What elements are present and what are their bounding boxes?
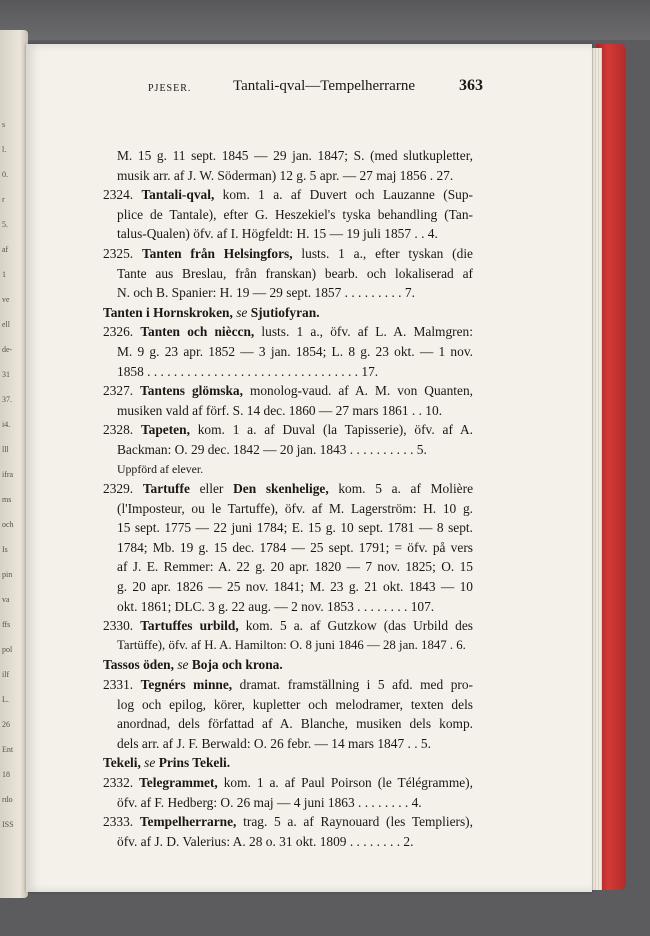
cross-reference: Tanten i Hornskroken, se Sjutiofyran. <box>103 304 320 320</box>
text-line: öfv. af J. D. Valerius: A. 28 o. 31 okt. 1809 . . . . . . . . 2. <box>117 833 414 849</box>
left-page-fragment: 31 <box>2 370 10 379</box>
text-line: (l'Imposteur, ou le Tartuffe), öfv. af M. Lagerström: H. 10 g. <box>117 500 473 516</box>
text-line: okt. 1861; DLC. 3 g. 22 aug. — 2 nov. 1853 . . . . . . . . 107. <box>117 598 435 614</box>
running-section: PJESER. <box>148 83 192 94</box>
entry-title: Tartuffes urbild, <box>140 618 239 634</box>
entry-2331: 2331. Tegnérs minne, dramat. framställning i 5 afd. med pro- <box>103 677 474 693</box>
left-page-fragment: ffs <box>2 620 11 629</box>
left-page-fragment: 0. <box>2 170 8 179</box>
entry-title: Tantens glömska, <box>140 383 243 399</box>
text-line: M. 9 g. 23 apr. 1852 — 3 jan. 1854; L. 8 g. 23 okt. — 1 nov. <box>117 343 473 359</box>
entry-2332: 2332. Telegrammet, kom. 1 a. af Paul Poirson (le Télégramme), <box>103 775 473 790</box>
text-line: Tartüffe), öfv. af H. A. Hamilton: O. 8 juni 1846 — 28 jan. 1847 . 6. <box>117 637 466 652</box>
entry-title: Tapeten, <box>140 422 190 438</box>
entry-2329: 2329. Tartuffe eller Den skenhelige, kom. 5 a. af Molière <box>103 481 474 497</box>
cross-reference: Tassos öden, se Boja och krona. <box>103 657 283 673</box>
running-title: Tantali-qval—Tempelherrarne <box>233 78 415 94</box>
text-line: Tante aus Breslau, från franskan) bearb. och lokaliserad af <box>117 265 473 281</box>
entry-2327: 2327. Tantens glömska, monolog-vaud. af A. M. von Quanten, <box>103 383 473 399</box>
left-page-fragment: Ent <box>2 745 14 754</box>
scan-background <box>0 0 650 40</box>
text-line: N. och B. Spanier: H. 19 — 29 sept. 1857 . . . . . . . . . 7. <box>117 285 415 301</box>
left-page-fragment: l. <box>2 145 7 154</box>
page-header <box>148 78 483 98</box>
left-page-fragment: i4. <box>2 420 11 429</box>
left-page-fragment: pin <box>2 570 13 579</box>
left-page-fragment: ifra <box>2 470 14 479</box>
left-page-margin <box>0 30 28 898</box>
entry-2325: 2325. Tanten från Helsingfors, lusts. 1 a., efter tyskan (die <box>103 245 473 261</box>
text-line: plice de Tantale), efter G. Heszekiel's tyska behandling (Tan- <box>117 206 473 222</box>
text-line: af J. E. Remmer: A. 22 g. 20 apr. 1820 — 7 nov. 1825; O. 15 <box>117 559 473 575</box>
left-page-fragment: r <box>2 195 5 204</box>
text-line: dels arr. af J. F. Berwald: O. 26 febr. — 14 mars 1847 . . 5. <box>117 735 431 751</box>
left-page-fragment: ms <box>2 495 12 504</box>
left-page-fragment: Is <box>2 545 8 554</box>
entry-title: Tanten från Helsingfors, <box>141 245 293 261</box>
text-line: M. 15 g. 11 sept. 1845 — 29 jan. 1847; S. (med slutkupletter, <box>117 148 473 163</box>
left-page-fragment: 18 <box>2 770 10 779</box>
left-page-fragment: 26 <box>2 720 10 729</box>
text-line: musik arr. af J. W. Söderman) 12 g. 5 apr. — 27 maj 1856 . 27. <box>117 167 454 183</box>
text-line: anordnad, dels författad af A. Blanche, musiken dels komp. <box>117 716 473 732</box>
entry-2326: 2326. Tanten och nièccn, lusts. 1 a., öfv. af L. A. Malmgren: <box>103 324 473 340</box>
text-line: talus-Qualen) öfv. af I. Högfeldt: H. 15 — 19 juli 1857 . . 4. <box>117 226 438 242</box>
text-line: Backman: O. 29 dec. 1842 — 20 jan. 1843 . . . . . . . . . . 5. <box>117 441 427 457</box>
left-page-fragment: rdo <box>2 795 13 804</box>
entry-2333: 2333. Tempelherrarne, trag. 5 a. af Raynouard (les Templiers), <box>103 814 473 830</box>
text-line: öfv. af F. Hedberg: O. 26 maj — 4 juni 1863 . . . . . . . . 4. <box>117 794 422 810</box>
entry-2328: 2328. Tapeten, kom. 1 a. af Duval (la Tapisserie), öfv. af A. <box>103 422 473 438</box>
left-page-fragment: ell <box>2 320 10 329</box>
entry-2324: 2324. Tantali-qval, kom. 1 a. af Duvert och Lauzanne (Sup- <box>103 187 473 203</box>
entry-title: Tantali-qval, <box>141 187 215 203</box>
entry-note: Uppförd af elever. <box>117 461 204 476</box>
entries-text <box>103 146 473 851</box>
entry-title: Telegrammet, <box>139 775 218 790</box>
text-line: musiken vald af förf. S. 14 dec. 1860 — 27 mars 1861 . . 10. <box>117 402 443 418</box>
text-line: log och epilog, körer, kupletter och melodramer, texten dels <box>117 696 473 712</box>
left-page-fragment: ilf <box>2 670 10 679</box>
left-page-fragment: lll <box>2 445 9 454</box>
left-page-fragment: ve <box>2 295 10 304</box>
entry-title: Tartuffe <box>142 481 190 497</box>
left-page-fragment: de- <box>2 345 13 354</box>
text-line: g. 20 apr. 1826 — 25 nov. 1841; M. 23 g. 21 okt. 1843 — 10 <box>117 579 473 595</box>
entry-title: Tempelherrarne, <box>139 814 237 830</box>
cross-reference: Tekeli, se Prins Tekeli. <box>103 755 231 771</box>
left-page-fragment: ISS <box>2 820 14 829</box>
left-page-fragment: va <box>2 595 10 604</box>
text-line: 15 sept. 1775 — 22 juni 1784; E. 15 g. 10 sept. 1781 — 8 sept. <box>117 520 473 536</box>
left-page-fragment: 37. <box>2 395 12 404</box>
left-page-fragment: pol <box>2 645 13 654</box>
left-page-fragment: och <box>2 520 14 529</box>
left-page-fragment: 5. <box>2 220 8 229</box>
entry-title: Tanten och nièccn, <box>140 324 255 340</box>
left-page-fragment: 1 <box>2 270 6 279</box>
entry-2330: 2330. Tartuffes urbild, kom. 5 a. af Gutzkow (das Urbild des <box>103 618 473 634</box>
left-page-fragment: L. <box>2 695 9 704</box>
text-line: 1784; Mb. 19 g. 15 dec. 1784 — 25 sept. 1791; = öfv. på vers <box>117 539 473 555</box>
left-page-fragment: s <box>2 120 6 129</box>
entry-title: Tegnérs minne, <box>140 677 233 693</box>
left-page-fragment: af <box>2 245 9 254</box>
text-line: 1858 . . . . . . . . . . . . . . . . . . . . . . . . . . . . . . . . 17. <box>117 363 379 379</box>
page-number: 363 <box>459 77 483 94</box>
